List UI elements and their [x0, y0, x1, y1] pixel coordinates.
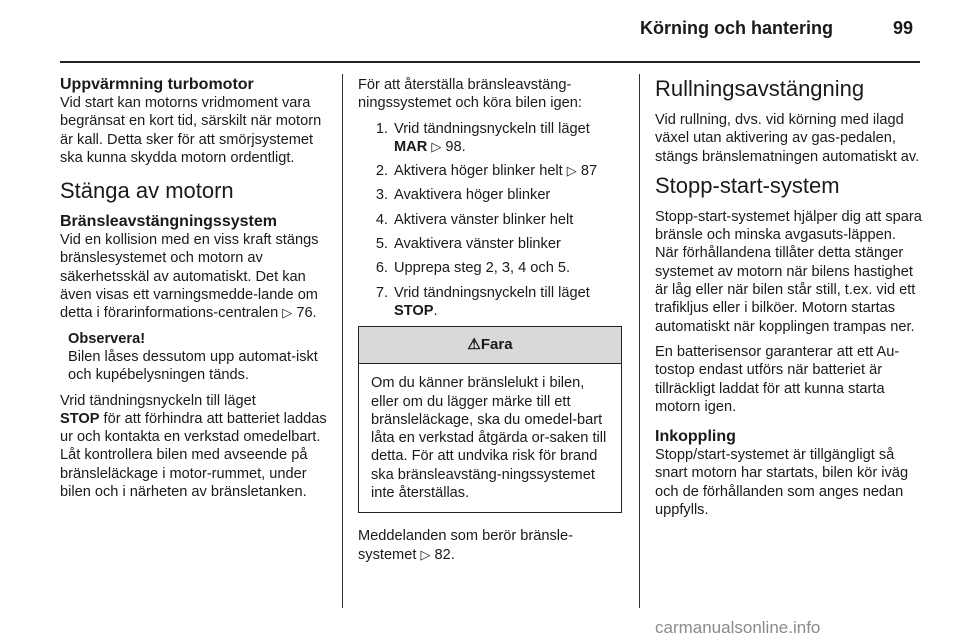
heading-turbo: Uppvärmning turbomotor	[60, 76, 254, 93]
page-number: 99	[893, 18, 914, 38]
paragraph-coasting: Vid rullning, dvs. vid körning med ilagd växel utan aktivering av gas-pedalen, stängs bränslematningen automatiskt av.	[655, 112, 920, 165]
heading-activation: Inkoppling	[655, 428, 736, 446]
header-rule	[60, 61, 920, 63]
page-ref-arrow-icon: ▷	[431, 138, 442, 154]
paragraph-turbo: Vid start kan motorns vridmoment vara begränsat en kort tid, särskilt när motorn är kall. Detta sker för att smörjsystemet ska kunna skydda motorn ordentligt.	[60, 95, 322, 166]
column-1	[60, 76, 330, 508]
column-2	[358, 76, 622, 571]
paragraph-messages: Meddelanden som berör bränsle-systemet ▷ 82.	[358, 528, 573, 563]
column-divider-1	[342, 74, 343, 608]
page-ref-arrow-icon: ▷	[282, 305, 293, 321]
note-text: Bilen låses dessutom upp automat-iskt och kupébelysningen tänds.	[68, 348, 318, 384]
list-item: 6. Upprepa steg 2, 3, 4 och 5.	[375, 260, 571, 277]
warning-text: Om du känner bränslelukt i bilen, eller om du lägger märke till ett bränsleläckage, ska du omedel-bart låta en verkstad åtgärda or-saken till detta. För att undvika risk för brand ska bränsleavstäng-ningssystemet inte återställas.	[371, 375, 607, 502]
column-3	[655, 76, 923, 526]
header-title: Körning och hantering	[640, 18, 833, 38]
list-item: 1. Vrid tändningsnyckeln till läget MAR ▷ 98.	[375, 120, 590, 155]
paragraph-text: Vrid tändningsnyckeln till läget	[60, 392, 256, 409]
watermark: carmanualsonline.info	[655, 618, 821, 637]
paragraph-battery: En batterisensor garanterar att ett Au-tostop endast utförs när batteriet är tillräckligt laddat för att kunna starta motorn igen.	[655, 343, 900, 415]
page-ref-arrow-icon: ▷	[420, 546, 431, 562]
page-ref: 76.	[296, 305, 317, 322]
paragraph-stop-start: Stopp-start-systemet hjälper dig att spara bränsle och minska avgasuts-läppen. När förhållandena tillåter detta stänger systemet av motorn när bilens hastighet är låg eller när bilen står still, t.ex. vid ett trafikljus eller i bilköer. Motorn startas automatiskt när kopplingen trampas ner.	[655, 208, 922, 335]
warning-triangle-icon: ⚠	[467, 336, 481, 354]
steps-list	[358, 120, 622, 321]
paragraph-activation: Stopp/start-systemet är tillgängligt så snart motorn har startats, bilen kör iväg och de förhållanden som anges nedan uppfylls.	[655, 447, 909, 519]
column-divider-2	[639, 74, 640, 608]
heading-stop-engine: Stänga av motorn	[60, 178, 234, 204]
list-item: 2. Aktivera höger blinker helt ▷ 87	[375, 163, 598, 180]
stop-label: STOP	[60, 410, 100, 427]
heading-stop-start: Stopp-start-system	[655, 172, 840, 198]
list-item: 7. Vrid tändningsnyckeln till läget STOP.	[375, 284, 590, 319]
note-title: Observera!	[68, 330, 146, 347]
paragraph-text: Vid en kollision med en viss kraft stängs bränslesystemet och motorn av säkerhetsskäl av automatiskt. Det kan även visas ett varningsmedde-lande om detta i förarinformations-centralen	[60, 232, 319, 322]
warning-header	[359, 327, 621, 364]
paragraph-text: för att förhindra att batteriet laddas ur och kontakta en verkstad omedelbart. Låt kontrollera bilen med avseende på bränsleläckage i motor-rummet, under bilen och i närheten av bränsletanken.	[60, 410, 327, 501]
list-item: 3. Avaktivera höger blinker	[375, 187, 551, 204]
paragraph-fuel-cutoff	[60, 231, 330, 322]
heading-coasting: Rullningsavstängning	[655, 76, 865, 101]
warning-box	[358, 326, 622, 513]
list-item: 4. Aktivera vänster blinker helt	[375, 211, 574, 228]
heading-fuel-cutoff: Bränsleavstängningssystem	[60, 213, 277, 231]
list-item: 5. Avaktivera vänster blinker	[375, 236, 561, 253]
note-box	[68, 330, 330, 385]
steps-intro: För att återställa bränsleavstäng-ningssystemet och köra bilen igen:	[358, 77, 582, 112]
paragraph-stop	[60, 392, 330, 502]
page-ref-arrow-icon: ▷	[566, 163, 577, 179]
warning-title: Fara	[480, 336, 513, 354]
